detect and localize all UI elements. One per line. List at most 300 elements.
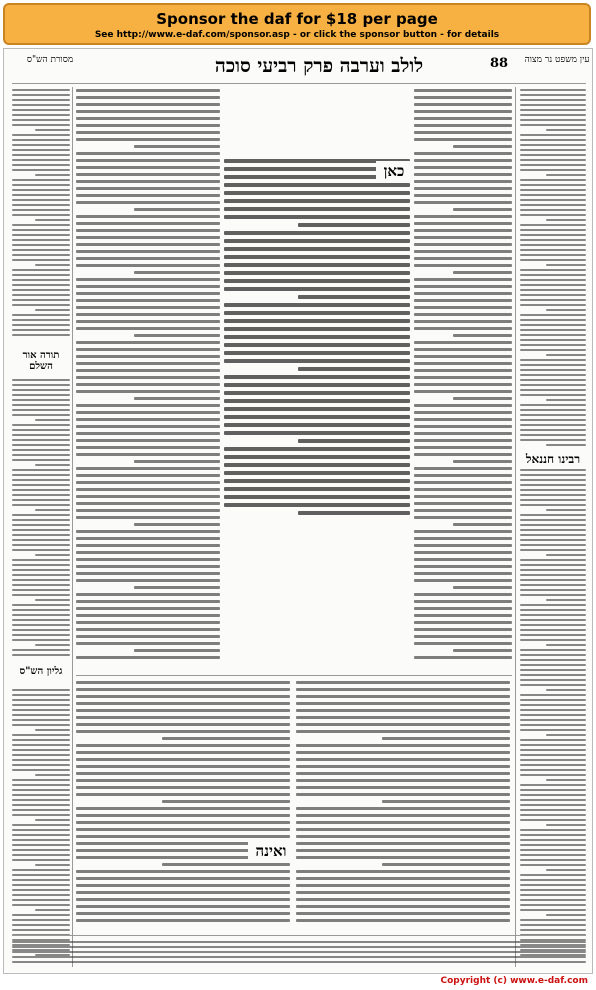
text-line <box>520 149 586 151</box>
text-line <box>382 737 510 740</box>
text-line <box>35 129 70 131</box>
text-line <box>296 849 510 852</box>
text-line <box>12 499 70 501</box>
text-line <box>520 99 586 101</box>
text-line <box>520 864 586 866</box>
text-line <box>414 215 512 218</box>
text-line <box>520 124 586 126</box>
text-line <box>12 834 70 836</box>
text-line <box>414 474 512 477</box>
text-line <box>520 334 586 336</box>
text-line <box>520 639 586 641</box>
text-line <box>224 335 410 339</box>
text-line <box>520 199 586 201</box>
text-line <box>76 159 220 162</box>
text-line <box>520 604 586 606</box>
text-line <box>546 644 586 646</box>
text-line <box>12 244 70 246</box>
text-line <box>546 509 586 511</box>
text-line <box>12 154 70 156</box>
text-line <box>76 299 220 302</box>
text-line <box>12 524 70 526</box>
text-line <box>296 919 510 922</box>
text-line <box>134 271 220 274</box>
text-line <box>296 688 510 691</box>
text-line <box>35 219 70 221</box>
text-line <box>12 514 70 516</box>
text-line <box>296 723 510 726</box>
text-line <box>76 404 220 407</box>
text-line <box>520 414 586 416</box>
text-line <box>12 779 70 781</box>
text-line <box>12 409 70 411</box>
torah-or-heading: תורה אור השלם <box>12 349 70 373</box>
text-line <box>224 455 410 459</box>
text-line <box>414 250 512 253</box>
text-line <box>12 189 70 191</box>
text-line <box>12 384 70 386</box>
text-line <box>76 695 290 698</box>
text-line <box>414 355 512 358</box>
text-line <box>520 844 586 846</box>
text-line <box>414 89 512 92</box>
text-line <box>12 894 70 896</box>
text-line <box>76 103 220 106</box>
text-line <box>76 779 290 782</box>
text-line <box>76 96 220 99</box>
text-line <box>76 243 220 246</box>
text-line <box>134 145 220 148</box>
text-line <box>414 166 512 169</box>
text-line <box>382 863 510 866</box>
text-line <box>12 399 70 401</box>
text-line <box>520 884 586 886</box>
text-line <box>520 574 586 576</box>
text-line <box>12 919 70 921</box>
text-line <box>520 434 586 436</box>
text-line <box>12 904 70 906</box>
text-line <box>12 956 586 958</box>
text-line <box>12 924 70 926</box>
text-line <box>520 239 586 241</box>
text-line <box>224 351 410 355</box>
text-line <box>224 255 410 259</box>
text-line <box>520 494 586 496</box>
text-line <box>76 884 290 887</box>
text-line <box>35 644 70 646</box>
rabbeinu-chananel-heading: רבינו חננאל <box>520 451 586 468</box>
text-line <box>76 579 220 582</box>
text-line <box>296 681 510 684</box>
text-line <box>12 854 70 856</box>
text-line <box>12 639 70 641</box>
text-line <box>520 699 586 701</box>
text-line <box>76 264 220 267</box>
text-line <box>12 869 70 871</box>
text-line <box>76 117 220 120</box>
text-line <box>520 889 586 891</box>
text-line <box>35 264 70 266</box>
text-line <box>162 863 290 866</box>
text-line <box>414 572 512 575</box>
text-line <box>520 764 586 766</box>
text-line <box>12 941 586 943</box>
text-line <box>12 104 70 106</box>
text-line <box>546 734 586 736</box>
text-line <box>520 289 586 291</box>
text-line <box>296 807 510 810</box>
text-line <box>76 467 220 470</box>
text-line <box>520 909 586 911</box>
text-line <box>12 479 70 481</box>
text-line <box>520 679 586 681</box>
text-line <box>520 484 586 486</box>
text-line <box>453 397 512 400</box>
text-line <box>520 739 586 741</box>
text-line <box>520 314 586 316</box>
text-line <box>12 319 70 321</box>
text-line <box>520 409 586 411</box>
text-line <box>520 714 586 716</box>
text-line <box>76 835 290 838</box>
text-line <box>414 222 512 225</box>
text-line <box>414 530 512 533</box>
text-line <box>546 174 586 176</box>
text-line <box>12 799 70 801</box>
footnotes-block <box>12 941 586 969</box>
text-line <box>12 164 70 166</box>
text-line <box>414 656 512 659</box>
text-line <box>296 891 510 894</box>
text-line <box>520 749 586 751</box>
text-line <box>520 424 586 426</box>
text-line <box>12 844 70 846</box>
text-line <box>414 607 512 610</box>
text-line <box>12 269 70 271</box>
text-line <box>35 554 70 556</box>
text-line <box>12 634 70 636</box>
text-line <box>76 124 220 127</box>
text-line <box>414 453 512 456</box>
text-line <box>414 320 512 323</box>
text-line <box>520 489 586 491</box>
text-line <box>520 839 586 841</box>
sponsor-banner[interactable] <box>3 3 591 45</box>
text-line <box>35 819 70 821</box>
text-line <box>12 704 70 706</box>
text-line <box>134 208 220 211</box>
text-line <box>76 376 220 379</box>
text-line <box>520 184 586 186</box>
text-line <box>12 444 70 446</box>
text-line <box>414 446 512 449</box>
text-line <box>134 334 220 337</box>
text-line <box>414 341 512 344</box>
text-line <box>12 439 70 441</box>
text-line <box>76 656 220 659</box>
text-line <box>520 214 586 216</box>
text-line <box>296 695 510 698</box>
text-line <box>12 764 70 766</box>
text-line <box>414 481 512 484</box>
sponsor-subtitle[interactable]: See http://www.e-daf.com/sponsor.asp - or click the sponsor button - for details <box>94 30 500 40</box>
text-line <box>224 431 410 435</box>
right-divider <box>515 87 516 967</box>
text-line <box>12 829 70 831</box>
sponsor-title[interactable]: Sponsor the daf for $18 per page <box>156 10 438 28</box>
text-line <box>76 530 220 533</box>
text-line <box>12 294 70 296</box>
text-line <box>134 586 220 589</box>
text-line <box>520 389 586 391</box>
text-line <box>520 774 586 776</box>
text-line <box>546 689 586 691</box>
text-line <box>35 509 70 511</box>
text-line <box>520 834 586 836</box>
text-line <box>520 244 586 246</box>
text-line <box>12 951 586 953</box>
gilyon-column <box>12 689 70 959</box>
text-line <box>12 259 70 261</box>
text-line <box>224 503 410 507</box>
text-line <box>76 215 220 218</box>
text-line <box>414 362 512 365</box>
text-line <box>296 842 510 845</box>
text-line <box>12 404 70 406</box>
text-line <box>520 544 586 546</box>
text-line <box>520 854 586 856</box>
text-line <box>546 869 586 871</box>
text-line <box>414 194 512 197</box>
text-line <box>76 411 220 414</box>
text-line <box>414 299 512 302</box>
text-line <box>12 224 70 226</box>
text-line <box>520 374 586 376</box>
text-line <box>520 139 586 141</box>
left-divider <box>72 87 73 967</box>
text-line <box>12 194 70 196</box>
text-line <box>520 224 586 226</box>
text-line <box>520 379 586 381</box>
text-line <box>76 614 220 617</box>
text-line <box>12 204 70 206</box>
text-line <box>12 394 70 396</box>
text-line <box>520 729 586 731</box>
text-line <box>414 236 512 239</box>
text-line <box>224 415 410 419</box>
text-line <box>12 229 70 231</box>
text-line <box>12 279 70 281</box>
text-line <box>12 454 70 456</box>
text-line <box>546 354 586 356</box>
text-line <box>224 359 410 363</box>
text-line <box>12 134 70 136</box>
text-line <box>520 759 586 761</box>
text-line <box>520 669 586 671</box>
text-line <box>35 464 70 466</box>
text-line <box>12 169 70 171</box>
text-line <box>134 397 220 400</box>
text-line <box>12 484 70 486</box>
text-line <box>414 425 512 428</box>
text-line <box>76 516 220 519</box>
text-line <box>12 234 70 236</box>
talmud-page <box>3 48 593 974</box>
text-line <box>414 579 512 582</box>
text-line <box>414 313 512 316</box>
text-line <box>546 444 586 446</box>
text-line <box>546 399 586 401</box>
text-line <box>414 383 512 386</box>
text-line <box>76 877 290 880</box>
text-line <box>520 159 586 161</box>
text-line <box>12 214 70 216</box>
text-line <box>520 329 586 331</box>
text-line <box>12 961 586 963</box>
text-line <box>76 821 290 824</box>
header-rule <box>12 83 586 84</box>
text-line <box>414 180 512 183</box>
text-line <box>520 899 586 901</box>
text-line <box>520 874 586 876</box>
text-line <box>35 864 70 866</box>
text-line <box>414 369 512 372</box>
text-line <box>414 117 512 120</box>
text-line <box>414 173 512 176</box>
text-line <box>520 164 586 166</box>
text-line <box>12 744 70 746</box>
text-line <box>296 786 510 789</box>
text-line <box>224 215 410 219</box>
text-line <box>414 278 512 281</box>
text-line <box>224 319 410 323</box>
text-line <box>76 355 220 358</box>
text-line <box>76 765 290 768</box>
text-line <box>12 754 70 756</box>
gemara-column <box>224 159 410 519</box>
text-line <box>76 709 290 712</box>
text-line <box>224 303 410 307</box>
text-line <box>12 334 70 336</box>
text-line <box>520 284 586 286</box>
text-line <box>12 549 70 551</box>
text-line <box>546 599 586 601</box>
text-line <box>76 481 220 484</box>
text-line <box>298 295 410 299</box>
text-line <box>520 504 586 506</box>
text-line <box>76 814 290 817</box>
text-line <box>520 429 586 431</box>
text-line <box>76 369 220 372</box>
text-line <box>76 551 220 554</box>
rashi-column <box>76 89 220 669</box>
text-line <box>520 589 586 591</box>
text-line <box>12 239 70 241</box>
text-line <box>520 569 586 571</box>
text-line <box>12 789 70 791</box>
text-line <box>12 759 70 761</box>
text-line <box>520 814 586 816</box>
text-line <box>414 110 512 113</box>
text-line <box>224 327 410 331</box>
text-line <box>298 439 410 443</box>
text-line <box>76 313 220 316</box>
text-line <box>12 769 70 771</box>
text-line <box>520 319 586 321</box>
text-line <box>414 243 512 246</box>
text-line <box>12 649 70 651</box>
text-line <box>76 793 290 796</box>
text-line <box>76 786 290 789</box>
text-line <box>12 144 70 146</box>
text-line <box>453 271 512 274</box>
text-line <box>520 404 586 406</box>
tosafot-column <box>414 89 512 669</box>
text-line <box>76 474 220 477</box>
text-line <box>520 189 586 191</box>
text-line <box>414 411 512 414</box>
text-line <box>520 324 586 326</box>
mishna-word: ואינה <box>248 841 294 862</box>
text-line <box>296 765 510 768</box>
text-line <box>76 744 290 747</box>
text-line <box>12 814 70 816</box>
text-line <box>12 709 70 711</box>
text-line <box>520 539 586 541</box>
text-line <box>76 495 220 498</box>
text-line <box>414 292 512 295</box>
text-line <box>520 274 586 276</box>
text-line <box>12 379 70 381</box>
text-line <box>12 629 70 631</box>
gilyon-heading: גליון הש"ס <box>12 665 70 678</box>
text-line <box>35 599 70 601</box>
text-line <box>12 804 70 806</box>
text-line <box>76 919 290 922</box>
text-line <box>546 779 586 781</box>
text-line <box>12 124 70 126</box>
text-line <box>12 914 70 916</box>
text-line <box>12 579 70 581</box>
text-line <box>76 891 290 894</box>
text-line <box>224 191 410 195</box>
text-line <box>12 199 70 201</box>
text-line <box>76 635 220 638</box>
text-line <box>76 730 290 733</box>
text-line <box>520 499 586 501</box>
text-line <box>453 460 512 463</box>
text-line <box>453 145 512 148</box>
text-line <box>520 89 586 91</box>
text-line <box>546 914 586 916</box>
text-line <box>76 236 220 239</box>
text-line <box>520 649 586 651</box>
text-line <box>520 529 586 531</box>
text-line <box>12 389 70 391</box>
text-line <box>224 311 410 315</box>
text-line <box>520 654 586 656</box>
text-line <box>546 554 586 556</box>
text-line <box>414 516 512 519</box>
copyright-notice: Copyright (c) www.e-daf.com <box>440 976 588 986</box>
text-line <box>520 294 586 296</box>
text-line <box>76 453 220 456</box>
text-line <box>520 384 586 386</box>
text-line <box>35 774 70 776</box>
text-line <box>224 279 410 283</box>
text-line <box>12 434 70 436</box>
text-line <box>546 219 586 221</box>
